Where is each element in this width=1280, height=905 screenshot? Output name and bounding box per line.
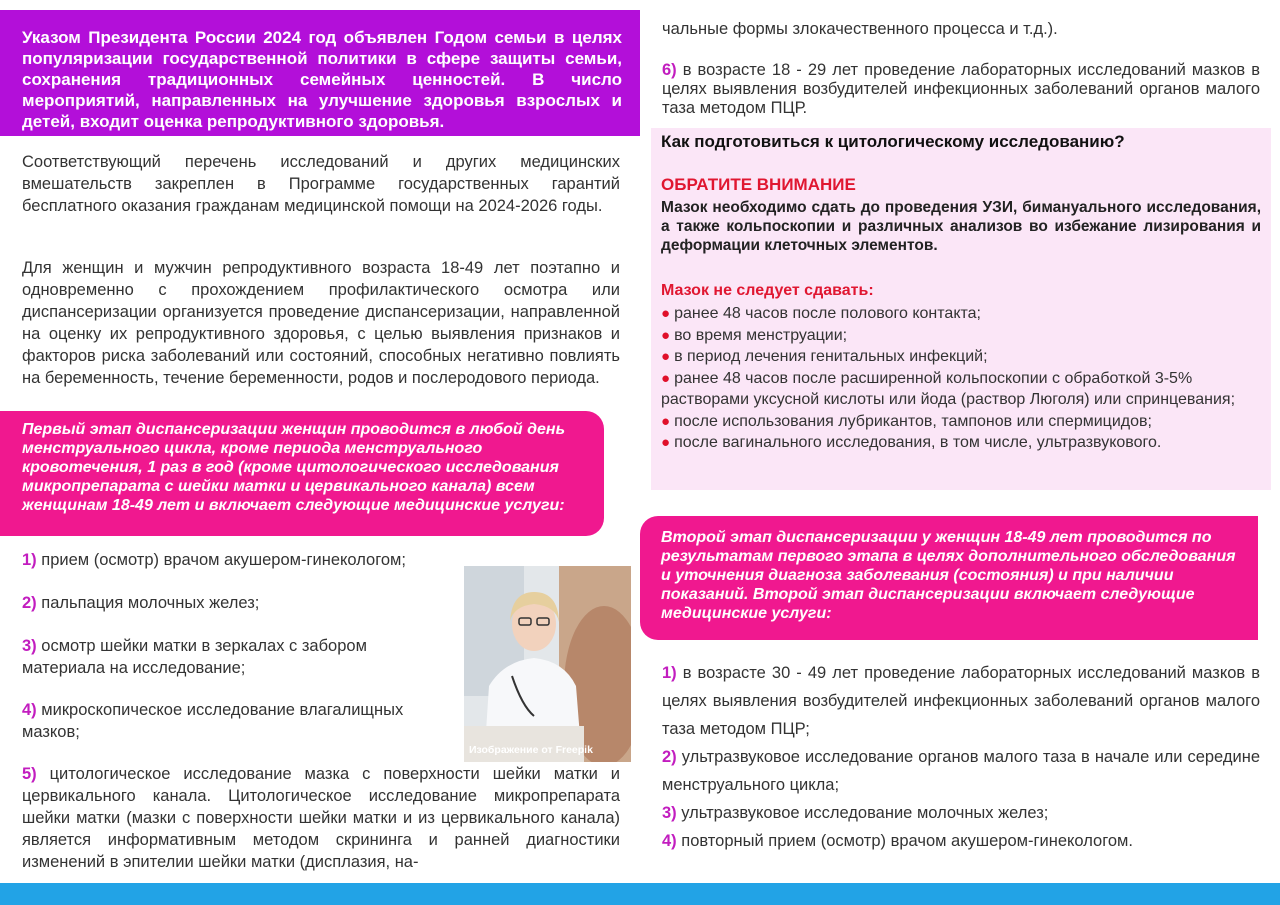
stage2-item-2: 2) ультразвуковое исследование органов малого таза в начале или середине менструального цикла; xyxy=(662,748,1260,794)
stage2-banner xyxy=(640,516,1258,640)
not-item-2: ● во время менструации; xyxy=(661,326,848,344)
intro-text: Указом Президента России 2024 год объявлен Годом семьи в целях популяризации государственной политики в сфере защиты семьи, сохранения традиционных семейных ценностей. В число мероприятий, направленных на улучшение здоровья взрослых и детей, входит оценка репродуктивного здоровья. xyxy=(22,28,622,131)
bullet-icon: ● xyxy=(661,369,671,387)
stage1-text: Первый этап диспансеризации женщин проводится в любой день менструального цикла, кроме периода менструального кровотечения, 1 раз в год (кроме цитологического исследования микропрепарата с шейки матки и цервикального канала) всем женщинам 18-49 лет и включает следующие медицинские услуги: xyxy=(22,421,566,514)
not-item-5: ● после использования лубрикантов, тампонов или спермицидов; xyxy=(661,412,1152,430)
doctor-illustration xyxy=(464,566,631,762)
photo-caption: Изображение от Freepik xyxy=(469,744,593,756)
doctor-photo xyxy=(464,566,631,762)
stage2-text: Второй этап диспансеризации у женщин 18-49 лет проводится по результатам первого этапа в целях дополнительного обследования и уточнения диагноза заболевания (состояния) и при наличии показаний. Второй этап диспансеризации включает следующие медицинские услуги: xyxy=(661,529,1236,622)
preparation-box xyxy=(651,128,1271,490)
not-item-4: ● ранее 48 часов после расширенной кольпоскопии с обработкой 3-5% растворами уксусной кислоты или йода (раствор Люголя) или спринцевания; xyxy=(661,369,1236,408)
stage1-item-4: 4) микроскопическое исследование влагалищных мазков; xyxy=(22,701,404,741)
reproductive-paragraph: Для женщин и мужчин репродуктивного возраста 18-49 лет поэтапно и одновременно с прохождением профилактического осмотра или диспансеризации организуется проведение диспансеризации, направленной на оценку их репродуктивного здоровья, с целью выявления признаков и факторов риска заболеваний или состояний, способных негативно повлиять на беременность, течение беременности, родов и послеродового периода. xyxy=(22,259,620,387)
stage2-item-1: 1) в возрасте 30 - 49 лет проведение лабораторных исследований мазков в целях выявления возбудителей инфекционных заболеваний органов малого таза методом ПЦР; xyxy=(662,664,1260,738)
not-item-6: ● после вагинального исследования, в том числе, ультразвукового. xyxy=(661,434,1162,451)
preparation-title: Как подготовиться к цитологическому исследованию? xyxy=(661,132,1125,151)
bullet-icon: ● xyxy=(661,412,671,430)
stage2-item-4: 4) повторный прием (осмотр) врачом акушером-гинекологом. xyxy=(662,832,1133,850)
attention-text: Мазок необходимо сдать до проведения УЗИ, бимануального исследования, а также кольпоскопии и различных анализов во избежание лизирования и деформации клеточных элементов. xyxy=(661,199,1261,254)
programme-paragraph: Соответствующий перечень исследований и других медицинских вмешательств закреплен в Программе государственных гарантий бесплатного оказания гражданам медицинской помощи на 2024-2026 годы. xyxy=(22,153,620,215)
stage1-item-6: 6) в возрасте 18 - 29 лет проведение лабораторных исследований мазков в целях выявления возбудителей инфекционных заболеваний органов малого таза методом ПЦР. xyxy=(662,61,1260,117)
bullet-icon: ● xyxy=(661,434,671,451)
stage1-item-3: 3) осмотр шейки матки в зеркалах с забором материала на исследование; xyxy=(22,637,367,677)
stage1-item-5: 5) цитологическое исследование мазка с поверхности шейки матки и цервикального канала. Цитологическое исследование микропрепарата шейки матки (мазки с поверхности шейки матки и из цервикального канала) является информативным методом скрининга и ранней диагностики изменений в эпителии шейки матки (дисплазия, на- xyxy=(22,765,620,871)
not-title: Мазок не следует сдавать: xyxy=(661,282,874,299)
bottom-bar xyxy=(0,883,1280,905)
stage1-item-1: 1) прием (осмотр) врачом акушером-гинекологом; xyxy=(22,551,406,569)
stage1-banner xyxy=(0,411,604,536)
not-item-1: ● ранее 48 часов после полового контакта; xyxy=(661,305,981,322)
stage1-item-2: 2) пальпация молочных желез; xyxy=(22,594,260,612)
stage2-item-3: 3) ультразвуковое исследование молочных желез; xyxy=(662,804,1049,822)
stage2-list xyxy=(662,659,1260,855)
bullet-icon: ● xyxy=(661,348,671,365)
continuation-text: чальные формы злокачественного процесса и т.д.). xyxy=(662,20,1058,38)
intro-banner xyxy=(0,10,640,136)
bullet-icon: ● xyxy=(661,326,671,344)
attention-title: ОБРАТИТЕ ВНИМАНИЕ xyxy=(661,175,856,194)
not-list xyxy=(661,303,1261,454)
not-item-3: ● в период лечения генитальных инфекций; xyxy=(661,348,988,365)
bullet-icon: ● xyxy=(661,305,671,322)
